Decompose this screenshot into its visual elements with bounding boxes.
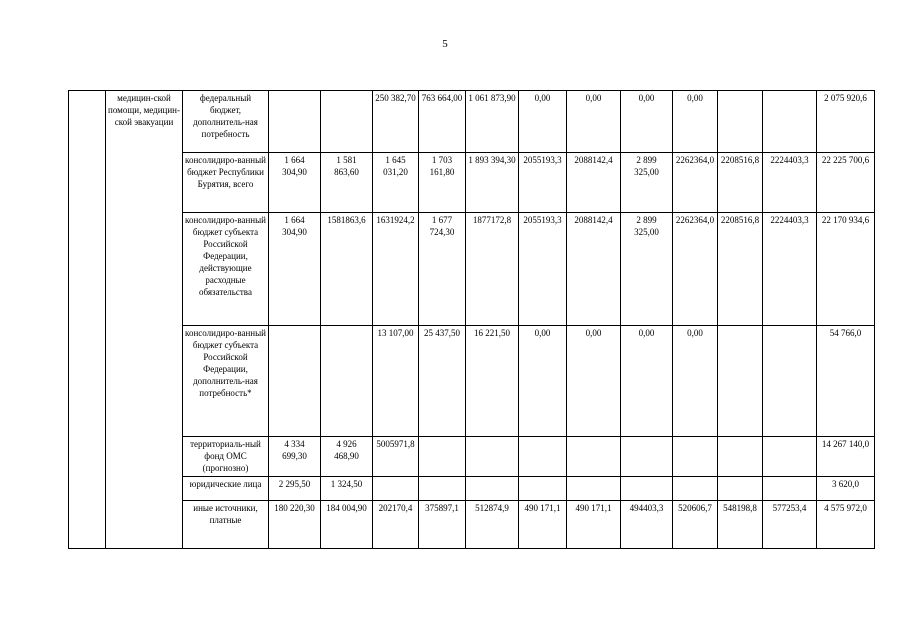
value-cell [673, 437, 718, 477]
table-row [69, 91, 875, 153]
page-number: 5 [442, 38, 448, 50]
value-cell: 2262364,0 [673, 213, 718, 326]
value-cell: 0,00 [567, 326, 621, 437]
value-cell: 2055193,3 [519, 153, 567, 213]
value-cell: 2224403,3 [763, 153, 817, 213]
value-cell: 0,00 [673, 326, 718, 437]
value-cell [763, 477, 817, 501]
value-cell: 0,00 [567, 91, 621, 153]
funding-source-cell: консолидиро-ванный бюджет субъекта Российской Федерации, действующие расходные обязательства [183, 213, 269, 326]
value-cell [419, 477, 466, 501]
value-cell: 2262364,0 [673, 153, 718, 213]
value-cell [373, 477, 419, 501]
table-row [69, 477, 875, 501]
value-cell [466, 477, 519, 501]
value-cell: 16 221,50 [466, 326, 519, 437]
value-cell: 2224403,3 [763, 213, 817, 326]
value-cell: 202170,4 [373, 501, 419, 549]
value-cell: 250 382,70 [373, 91, 419, 153]
value-cell: 0,00 [519, 91, 567, 153]
value-cell [321, 326, 373, 437]
value-cell [718, 91, 763, 153]
value-cell [763, 326, 817, 437]
total-cell: 14 267 140,0 [817, 437, 875, 477]
row-number-cell [69, 91, 106, 549]
total-cell: 3 620,0 [817, 477, 875, 501]
value-cell [466, 437, 519, 477]
value-cell [419, 437, 466, 477]
value-cell [763, 437, 817, 477]
value-cell: 0,00 [673, 91, 718, 153]
value-cell: 1 703 161,80 [419, 153, 466, 213]
value-cell: 2088142,4 [567, 213, 621, 326]
table-row [69, 213, 875, 326]
value-cell: 2208516,8 [718, 153, 763, 213]
value-cell: 577253,4 [763, 501, 817, 549]
value-cell: 375897,1 [419, 501, 466, 549]
value-cell: 548198,8 [718, 501, 763, 549]
funding-source-cell: территориаль-ный фонд ОМС (прогнозно) [183, 437, 269, 477]
table-row [69, 501, 875, 549]
value-cell: 1 664 304,90 [269, 153, 321, 213]
total-cell: 4 575 972,0 [817, 501, 875, 549]
value-cell: 520606,7 [673, 501, 718, 549]
value-cell [763, 91, 817, 153]
table-row [69, 326, 875, 437]
value-cell: 512874,9 [466, 501, 519, 549]
table-body [69, 91, 875, 549]
value-cell: 1 061 873,90 [466, 91, 519, 153]
value-cell [519, 477, 567, 501]
value-cell: 1 645 031,20 [373, 153, 419, 213]
value-cell [621, 477, 673, 501]
value-cell [269, 91, 321, 153]
funding-source-cell: консолидиро-ванный бюджет субъекта Российской Федерации, дополнитель-ная потребность* [183, 326, 269, 437]
value-cell: 494403,3 [621, 501, 673, 549]
value-cell: 5005971,8 [373, 437, 419, 477]
funding-source-cell: иные источники, платные [183, 501, 269, 549]
value-cell [718, 326, 763, 437]
value-cell: 2055193,3 [519, 213, 567, 326]
value-cell: 4 926 468,90 [321, 437, 373, 477]
value-cell [567, 477, 621, 501]
value-cell: 0,00 [621, 91, 673, 153]
value-cell: 1 664 304,90 [269, 213, 321, 326]
value-cell: 763 664,00 [419, 91, 466, 153]
value-cell: 1631924,2 [373, 213, 419, 326]
value-cell: 184 004,90 [321, 501, 373, 549]
total-cell: 22 225 700,6 [817, 153, 875, 213]
value-cell [718, 477, 763, 501]
funding-source-cell: федеральный бюджет, дополнитель-ная потребность [183, 91, 269, 153]
funding-source-cell: юридические лица [183, 477, 269, 501]
value-cell: 2 295,50 [269, 477, 321, 501]
value-cell [321, 91, 373, 153]
total-cell: 2 075 920,6 [817, 91, 875, 153]
value-cell: 1 893 394,30 [466, 153, 519, 213]
value-cell: 2 899 325,00 [621, 213, 673, 326]
section-label-cell: медицин-ской помощи, медицин-ской эвакуации [106, 91, 183, 549]
value-cell: 0,00 [519, 326, 567, 437]
total-cell: 22 170 934,6 [817, 213, 875, 326]
total-cell: 54 766,0 [817, 326, 875, 437]
value-cell [673, 477, 718, 501]
funding-source-cell: консолидиро-ванный бюджет Республики Бурятия, всего [183, 153, 269, 213]
value-cell: 490 171,1 [567, 501, 621, 549]
table-row [69, 437, 875, 477]
value-cell: 4 334 699,30 [269, 437, 321, 477]
value-cell: 1581863,6 [321, 213, 373, 326]
value-cell: 13 107,00 [373, 326, 419, 437]
value-cell: 2088142,4 [567, 153, 621, 213]
value-cell: 2 899 325,00 [621, 153, 673, 213]
value-cell: 2208516,8 [718, 213, 763, 326]
value-cell: 180 220,30 [269, 501, 321, 549]
value-cell [519, 437, 567, 477]
value-cell [567, 437, 621, 477]
value-cell: 1 677 724,30 [419, 213, 466, 326]
value-cell: 1877172,8 [466, 213, 519, 326]
value-cell [269, 326, 321, 437]
value-cell [718, 437, 763, 477]
value-cell: 25 437,50 [419, 326, 466, 437]
value-cell: 1 581 863,60 [321, 153, 373, 213]
table-row [69, 153, 875, 213]
value-cell [621, 437, 673, 477]
value-cell: 0,00 [621, 326, 673, 437]
value-cell: 1 324,50 [321, 477, 373, 501]
funding-table [68, 90, 875, 549]
value-cell: 490 171,1 [519, 501, 567, 549]
